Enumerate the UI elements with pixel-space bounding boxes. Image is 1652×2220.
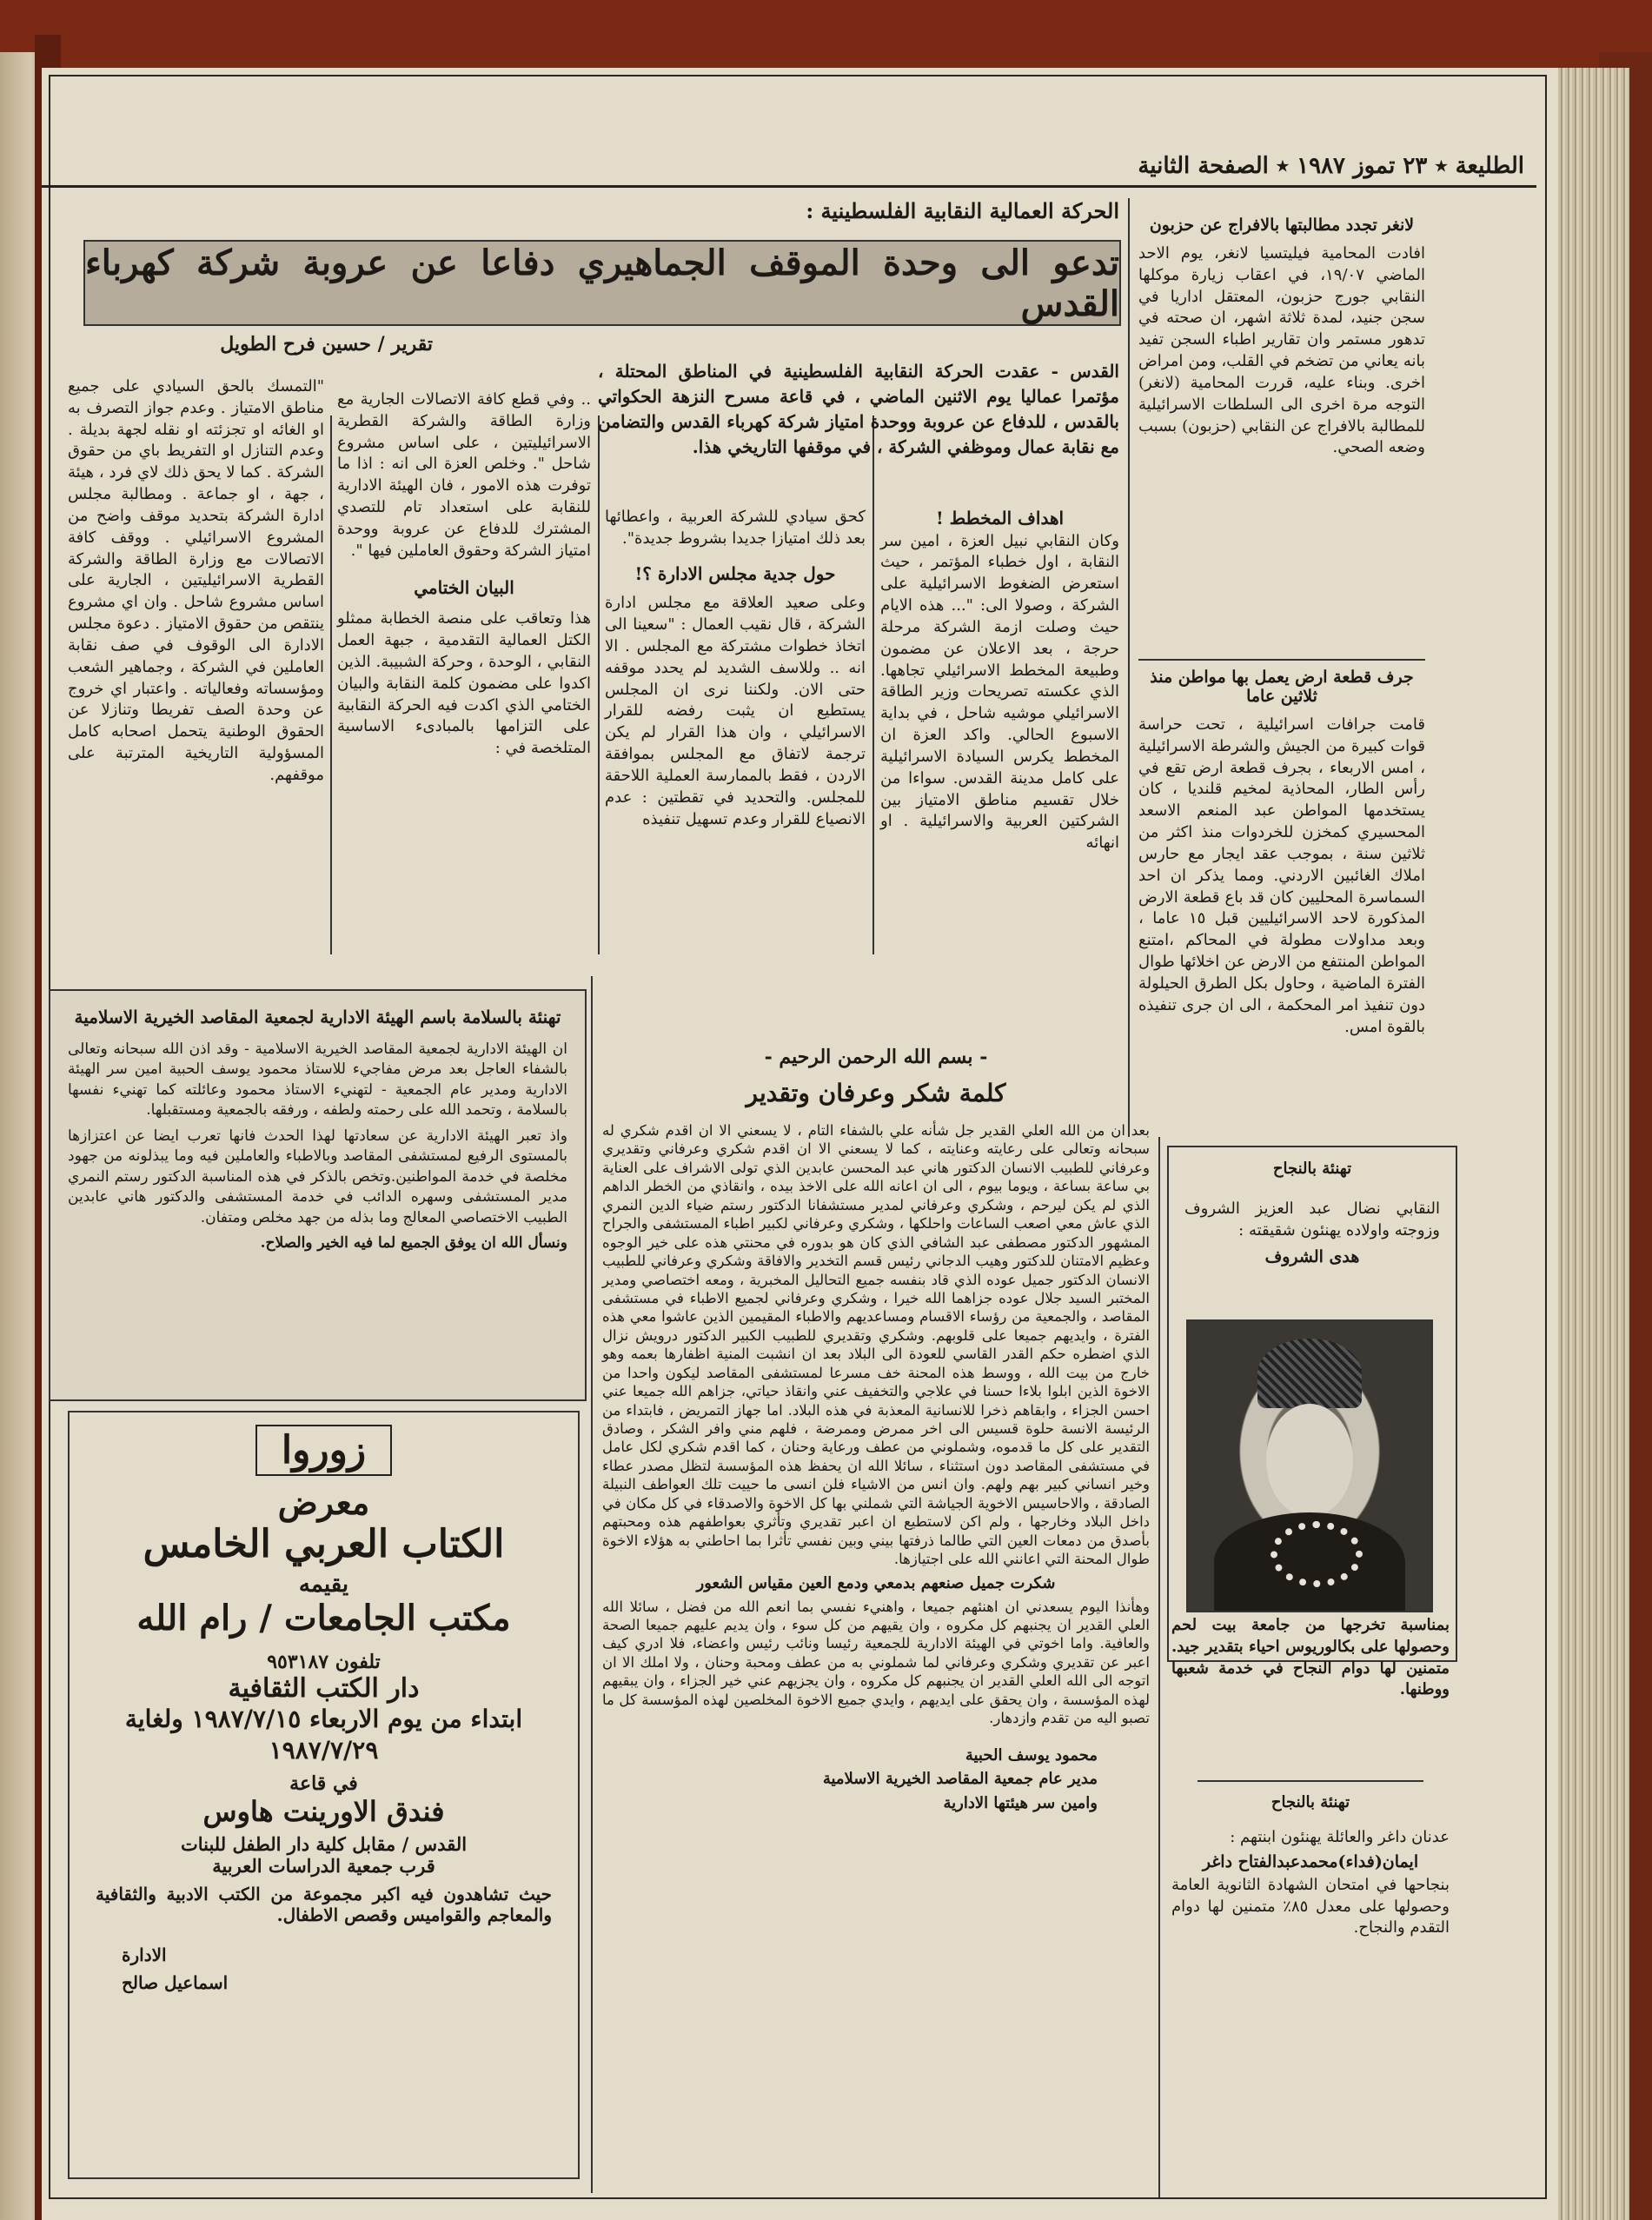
subhead-statement: البيان الختامي bbox=[414, 576, 514, 598]
thanks-body-1: بعد ان من الله العلي القدير جل شأنه علي بالشفاء التام ، لا يسعني الا ان اقدم شكري له سبحانه وتعالى على رعايته وعنايته ، كما لا يسعني الا ان اقدم شكري وعرفاني وتقديري وعرفاني للطبيب الانسان الدكتور هاني عبد المحسن عابدين الذي تولى الاشراف على العناية بي ساعة بساعة ، ويوما بيوم ، الى ان اعانه الله على الاخذ بيده ، وانقاذي من الخطر الداهم الذي لم يكن ليرحم ، وشكري وعرفاني لمدير مستشفانا الدكتور رستم ضياء الدين النمري الذي عاش معي اصعب الساعات واحلكها ، وشكري وعرفاني لكبير اطباء المستشفى والجراح المشهور الدكتور مصطفى عبد الشافي الذي كان هو بدوره في محنتي هذه على خير الوجوه وعظيم الامتنان للدكتور وهيب الدجاني رئيس قسم التخدير والافاقة وشكري وعرفاني للطبيب الانسان الدكتور جميل عوده الذي قاد بنفسه جميع التحاليل المخبرية ، ومعه اختصاصي ومدير المختبر السيد جلال عوده جزاهما الله خيرا ، وشكري وعرفاني لجميع الاطباء في مستشفى المقاصد ، والجمعية من رؤساء الاقسام ومساعديهم والاطباء المقيمين الذين عاشوا معي هذه الفترة ، وايديهم جميعا على قلوبهم. وشكري وتقديري للطبيب الكبير الدكتور درويش نزال الذي اضطره حكم القدر القاسي للعودة الى البلاد بعد ان انشبت المنية اظفارها بعمه وهو خارج من بيت الله ، ووسط هذه المحنة خف مسرعا لمستشفى المقاصد ليكون واحدا من الاخوة الذين ابلوا بلاءا حسنا في علاجي والتخفيف عني وانقاذ حياتي، جزاهم الله جميعا عني احسن الجزاء ، وابقاهم ذخرا للانسانية المعذبة في هذه البلاد. اما جهاز التمريض ، فابتداء من الرئيسة الانسة حلوة قسيس الى اخر ممرض وممرضة ، فلهم مني وافر الشكر ، وصادق التقدير على كل ما قدموه، وشملوني من عطف ورعاية وحنان ، كما اقدم شكري لكل عامل في مستشفى المقاصد دون استثناء ، سائلا الله ان يحفظ هذه المؤسسة لتظل مصدر عطاء وخير انساني كبير بهم ولهم. وان انس من الاشياء فلن انسى ما حييت تلك العواطف النبيلة الصادقة ، والاحاسيس الاخوية الجياشة التي شملني بها كل الاخوة والاصدقاء في كل مكان في داخل البلاد وخارجها ، ولم اكن لاستطيع ان اعبر تقديري وتأثري بعواطفهم هذه ومحبتهم بأصدق من دمعات العين التي طالما ذرفتها بيني وبين نفسي تأثرا بما احاطني به هؤلاء الاخوة طوال المحنة التي اعانني الله على اجتيازها. bbox=[602, 1122, 1150, 1568]
main-col-3 bbox=[337, 389, 591, 760]
ad-address-2: قرب جمعية الدراسات العربية bbox=[212, 1854, 435, 1877]
main-col-4 bbox=[68, 376, 324, 787]
thanks-role-1: مدير عام جمعية المقاصد الخيرية الاسلامية bbox=[822, 1770, 1098, 1789]
sidebar-story-1-body: افادت المحامية فيليتسيا لانغر، يوم الاحد الماضي ١٩/٠٧، في اعقاب زيارة موكلها النقابي جورج حزبون، المعتقل اداريا في سجن جنيد، لمدة ثلاثة اشهر، ان صحته في تدهور مستمر وان تقارير اطباء السجن تفيد بانه يعاني من تضخم في القلب، ومن امراض اخرى. وبناء عليه، قررت المحامية (لانغر) التوجه مرة اخرى الى السلطات الاسرائيلية للمطالبة بالافراج عن النقابي (حزبون) بسبب وضعه الصحي. bbox=[1138, 244, 1426, 457]
congrats-2-title: تهنئة بالنجاح bbox=[1271, 1793, 1350, 1811]
ad-organizer: مكتب الجامعات / رام الله bbox=[136, 1598, 511, 1638]
sidebar-story-2-headline: جرف قطعة ارض يعمل بها مواطن منذ ثلاثين عاما bbox=[1150, 668, 1414, 706]
main-story-kicker-wrap bbox=[94, 198, 1119, 223]
book-fair-ad bbox=[68, 1411, 580, 2179]
congrats-2-body: عدنان داغر والعائلة يهنئون ابنتهم : bbox=[1230, 1828, 1450, 1846]
sidebar-story-1 bbox=[1138, 216, 1425, 459]
photo-face bbox=[1266, 1404, 1353, 1517]
ad-dates: ابتداء من يوم الاربعاء ١٩٨٧/٧/١٥ ولغاية ١٩٨٧/٧/٢٩ bbox=[124, 1705, 523, 1765]
column-rule bbox=[1158, 1137, 1160, 2197]
congrats-1-caption: بمناسبة تخرجها من جامعة بيت لحم وحصولها على بكالوريوس احياء بتقدير جيد. متمنين لها دوام النجاح في خدمة شعبها ووطنها. bbox=[1171, 1616, 1450, 1699]
col4-text: "التمسك بالحق السيادي على جميع مناطق الامتياز . وعدم جواز التصرف به او الغائه او تجزئته او نقله لجهة بديلة . وعدم التنازل او التفريط باي من حقوق الشركة . كما لا يحق ذلك لاي فرد ، هيئة ، جهة ، او جماعة . ومطالبة مجلس ادارة الشركة بتحديد موقف واضح من المشروع الاسرائيلي . ووقف كافة الاتصالات مع وزارة الطاقة والشركة القطرية الاسرائيليتين ، الجارية على اساس مشروع شاحل . وان اي مشروع ينتقص من حقوق الامتياز . دعوة مجلس الادارة الى الوقوف في صف نقابة العاملين في الشركة ، وجماهير الشعب ومؤسساته وفعالياته . واعتبار اي خروج عن وحدة الصف تفريطا وتنازلا عن الحقوق الوطنية يتحمل اصحابه كامل المسؤولية التاريخية المترتبة على موقفهم. bbox=[68, 377, 324, 784]
notice-title: تهنئة بالسلامة باسم الهيئة الادارية لجمعية المقاصد الخيرية الاسلامية bbox=[74, 1007, 561, 1027]
notice-body-1: ان الهيئة الادارية لجمعية المقاصد الخيرية الاسلامية - وقد اذن الله سبحانه وتعالى بالشفاء العاجل بعد مرض مفاجيء للاستاذ محمود يوسف الحبية امين سر الهيئة الادارية ومدير عام الجمعية - لتهنيء الاستاذ محمود وعائلته كما تهنيء نفسها بالسلامة ، وتحمد الله على رحمته ولطفه ، ورفقه بالجمعية ومستقبلها. bbox=[68, 1040, 567, 1120]
notice-closing: ونسأل الله ان يوفق الجميع لما فيه الخير والصلاح. bbox=[260, 1234, 567, 1253]
page-header bbox=[42, 146, 1536, 188]
ad-title: الكتاب العربي الخامس bbox=[143, 1522, 505, 1566]
col2b-text: وعلى صعيد العلاقة مع مجلس ادارة الشركة ، قال نقيب العمال : "سعينا الى اتخاذ خطوات مشتركة مع المجلس . الا انه .. وللاسف الشديد لم يحدد موقفه حتى الان. ولكننا نرى ان المجلس يستطيع ان يثبت رفضه للقرار الاسرائيلي ، وان هذا القرار لم يكن ترجمة لاتفاق مع المجلس بموافقة الاردن ، فقط بالممارسة العملية اللاحقة للمجلس. والتحديد في تقطتين : عدم الانصياع للقرار وعدم تسهيل تنفيذه bbox=[605, 594, 866, 828]
col2-text: كحق سيادي للشركة العربية ، واعطائها بعد ذلك امتيازا جديدا بشروط جديدة". bbox=[605, 508, 866, 548]
congrats-1-title: تهنئة بالنجاح bbox=[1272, 1160, 1352, 1178]
sidebar-story-2 bbox=[1138, 668, 1425, 1038]
main-col-1 bbox=[880, 507, 1119, 854]
thanks-role-2: وامين سر هيئتها الادارية bbox=[943, 1794, 1098, 1813]
ad-signoff bbox=[70, 1941, 578, 1997]
photo-hat bbox=[1257, 1339, 1362, 1408]
congrats-1-name: هدى الشروف bbox=[1264, 1246, 1360, 1266]
subhead-goals: اهداف المخطط ! bbox=[935, 508, 1065, 528]
ad-address-1: القدس / مقابل كلية دار الطفل للبنات bbox=[180, 1832, 468, 1855]
col1-text: وكان النقابي نبيل العزة ، امين سر النقابة ، اول خطباء المؤتمر ، حيث استعرض الضغوط الاسرائيلية على الشركة ، وصولا الى: "... هذه الايام حيث وصلت ازمة الشركة مرحلة حرجة ، بعد الاعلان عن مضمون وطبيعة المخطط الاسرائيلي تجاهها. الذي عكسته تصريحات وزير الطاقة الاسرائيلي موشيه شاحل ، في بداية الاسبوع الحالي. واكد العزة ان المخطط يكرس السيادة الاسرائيلية على كامل مدينة القدس. سواءا من خلال تقسيم مناطق الامتياز بين الشركتين العربية والاسرائيلية . او انهائه bbox=[880, 531, 1119, 853]
ad-organizer-pre: يقيمه bbox=[298, 1572, 349, 1598]
col3b-text: هذا وتعاقب على منصة الخطابة ممثلو الكتل العمالية التقدمية ، جبهة العمل النقابي ، الوحدة ، وحركة الشبيبة. الذين اكدوا على مضمون كلمة النقابة والبيان الختامي الذي اكدت فيه الحركة النقابية على التزامها بالمبادىء الاساسية المتلخصة في : bbox=[337, 609, 591, 758]
main-headline-banner bbox=[83, 240, 1121, 326]
ad-venue-pre: في قاعة bbox=[289, 1771, 358, 1795]
notice-box bbox=[49, 989, 587, 1401]
lead-paragraph: القدس - عقدت الحركة النقابية الفلسطينية في المناطق المحتلة ، مؤتمرا عماليا يوم الاثنين الماضي ، في قاعة مسرح النزهة الحكواتي بالقدس ، للدفاع عن عروبة ووحدة امتياز شركة كهرباء القدس والتضامن مع نقابة عمال وموظفي الشركة ، في موقفها التاريخي هذا. bbox=[598, 361, 1119, 457]
congrats-2 bbox=[1171, 1793, 1450, 1939]
column-rule bbox=[591, 976, 593, 2193]
thanks-basmala: - بسم الله الرحمن الرحيم - bbox=[764, 1046, 988, 1068]
column-rule bbox=[330, 415, 332, 954]
thanks-title: كلمة شكر وعرفان وتقدير bbox=[746, 1079, 1006, 1107]
subhead-board: حول جدية مجلس الادارة ؟! bbox=[634, 562, 836, 584]
ad-visit: زوروا bbox=[255, 1425, 392, 1476]
header-title: الطليعة ٭ ٢٣ تموز ١٩٨٧ ٭ الصفحة الثانية bbox=[1138, 153, 1524, 179]
column-rule bbox=[598, 415, 600, 954]
col3-text: .. وفي قطع كافة الاتصالات الجارية مع وزارة الطاقة والشركة القطرية الاسرائيليتين ، على اساس مشروع شاحل ". وخلص العزة الى انه : اذا ما توفرت هذه الامور ، فان الهيئة الادارية للنقابة على استعداد تام للتصدي المشترك للدفاع عن عروبة ووحدة امتياز الشركة وحقوق العاملين فيها ". bbox=[337, 390, 591, 560]
thanks-signature: محمود يوسف الحبية bbox=[965, 1745, 1098, 1765]
ad-promo: حيث تشاهدون فيه اكبر مجموعة من الكتب الادبية والثقافية والمعاجم والقواميس وقصص الاطفال. bbox=[96, 1883, 552, 1925]
ad-venue: فندق الاورينت هاوس bbox=[202, 1794, 445, 1828]
ad-event: معرض bbox=[277, 1483, 370, 1522]
sidebar-story-2-body: قامت جرافات اسرائيلية ، تحت حراسة قوات كبيرة من الجيش والشرطة الاسرائيلية ، امس الاربعاء ، بجرف قطعة ارض تقع في رأس الطار، المحاذية لمخيم قلنديا ، كان يستخدمها المواطن عبد المنعم الاسعد المحسيري كمخزن للخردوات منذ اكثر من ثلاثين سنة ، بموجب عقد ايجار مع حارس املاك الغائبين الاردني. ومما يذكر ان احد السماسرة المحليين كان قد باع قطعة الارض المذكورة لاحد الاسرائيليين قبل ١٥ عاما ، وبعد مداولات مطولة في المحاكم ،امتنع المواطن المنتفع من الارض عن اخلائها طوال الفترة الماضية ، وحاول بكل الطرق الحيلولة دون تنفيذ امر المحكمة ، الى ان جرى تنفيذه بالقوة امس. bbox=[1138, 715, 1425, 1036]
ad-manager: اسماعيل صالح bbox=[122, 1971, 229, 1993]
main-story-kicker: الحركة العمالية النقابية الفلسطينية : bbox=[806, 198, 1119, 223]
notice-body-2: واذ تعبر الهيئة الادارية عن سعادتها لهذا الحدث فانها تعرب ايضا عن اعتزازها بالمستوى الرفيع لمستشفى المقاصد وبالاطباء والعاملين فيه وما يبذلونه من جهود مخلصة في خدمة المواطنين.وتخص بالذكر في هذه المناسبة الدكتور رستم النمري مدير المستشفى وسهره الدائب في خدمة المستشفى والدكتور هاني عابدين الطبيب الاختصاصي المعالج وما بذله من جهد مخلص ومتفان. bbox=[68, 1127, 567, 1226]
sidebar-story-1-headline: لانغر تجدد مطالبتها بالافراج عن حزبون bbox=[1149, 216, 1415, 235]
thanks-signature-block bbox=[602, 1744, 1150, 1817]
newspaper-page bbox=[42, 68, 1558, 2220]
ad-house: دار الكتب الثقافية bbox=[228, 1673, 420, 1704]
thanks-verse: شكرت جميل صنعهم بدمعي ودمع العين مقياس الشعور bbox=[696, 1573, 1056, 1592]
main-col-2 bbox=[605, 507, 866, 830]
byline: تقرير / حسين فرح الطويل bbox=[220, 333, 433, 356]
congrats-2-caption: بنجاحها في امتحان الشهادة الثانوية العامة وحصولها على معدل ٨٥٪ متمنين لها دوام التقدم والنجاح. bbox=[1171, 1875, 1450, 1938]
sidebar-divider bbox=[1138, 659, 1425, 661]
column-rule bbox=[872, 415, 874, 954]
photo-necklace bbox=[1271, 1521, 1363, 1587]
congrats-1-body: النقابي نضال عبد العزيز الشروف وزوجته واولاده يهنئون شقيقته : bbox=[1184, 1200, 1440, 1240]
thanks-article bbox=[602, 1046, 1150, 1816]
graduate-photo bbox=[1186, 1319, 1433, 1612]
ad-mgmt: الادارة bbox=[122, 1944, 167, 1965]
thanks-body-2: وهأنذا اليوم يسعدني ان اهنئهم جميعا ، واهنيء نفسي بما انعم الله من فضل ، سائلا الله العلي القدير ان يجنبهم كل مكروه ، وان يقيهم من كل سوء ، وان يديم عليهم جميعا الصحة والعافية. واما اخوتي في الهيئة الادارية للجمعية رئيسا ونائب رئيس واعضاء، فلا ادري كيف اعبر عن تقديري وشكري وعرفاني لما شملوني به من عطف ومحبة وحنان ، ولا املك الا ان اتوجه الى الله العلي القدير ان يجنبهم كل مكروه ، وان يجزيهم عني خير الجزاء ، وان يبقيهم لهذه المؤسسة ، وان يحقق على ايديهم ، وايدي جميع الاخوة المخلصين لهذه المؤسسة كل ما تصبو اليه من تقدم وازدهار. bbox=[602, 1598, 1150, 1727]
congrats-2-name: ايمان(فداء)محمدعبدالفتاح داغر bbox=[1202, 1851, 1419, 1871]
main-headline: تدعو الى وحدة الموقف الجماهيري دفاعا عن عروبة شركة كهرباء القدس bbox=[85, 242, 1119, 324]
ad-phone: تلفون ٩٥٣١٨٧ bbox=[267, 1651, 381, 1673]
congrats-divider bbox=[1198, 1780, 1423, 1782]
column-rule bbox=[1128, 198, 1130, 1137]
